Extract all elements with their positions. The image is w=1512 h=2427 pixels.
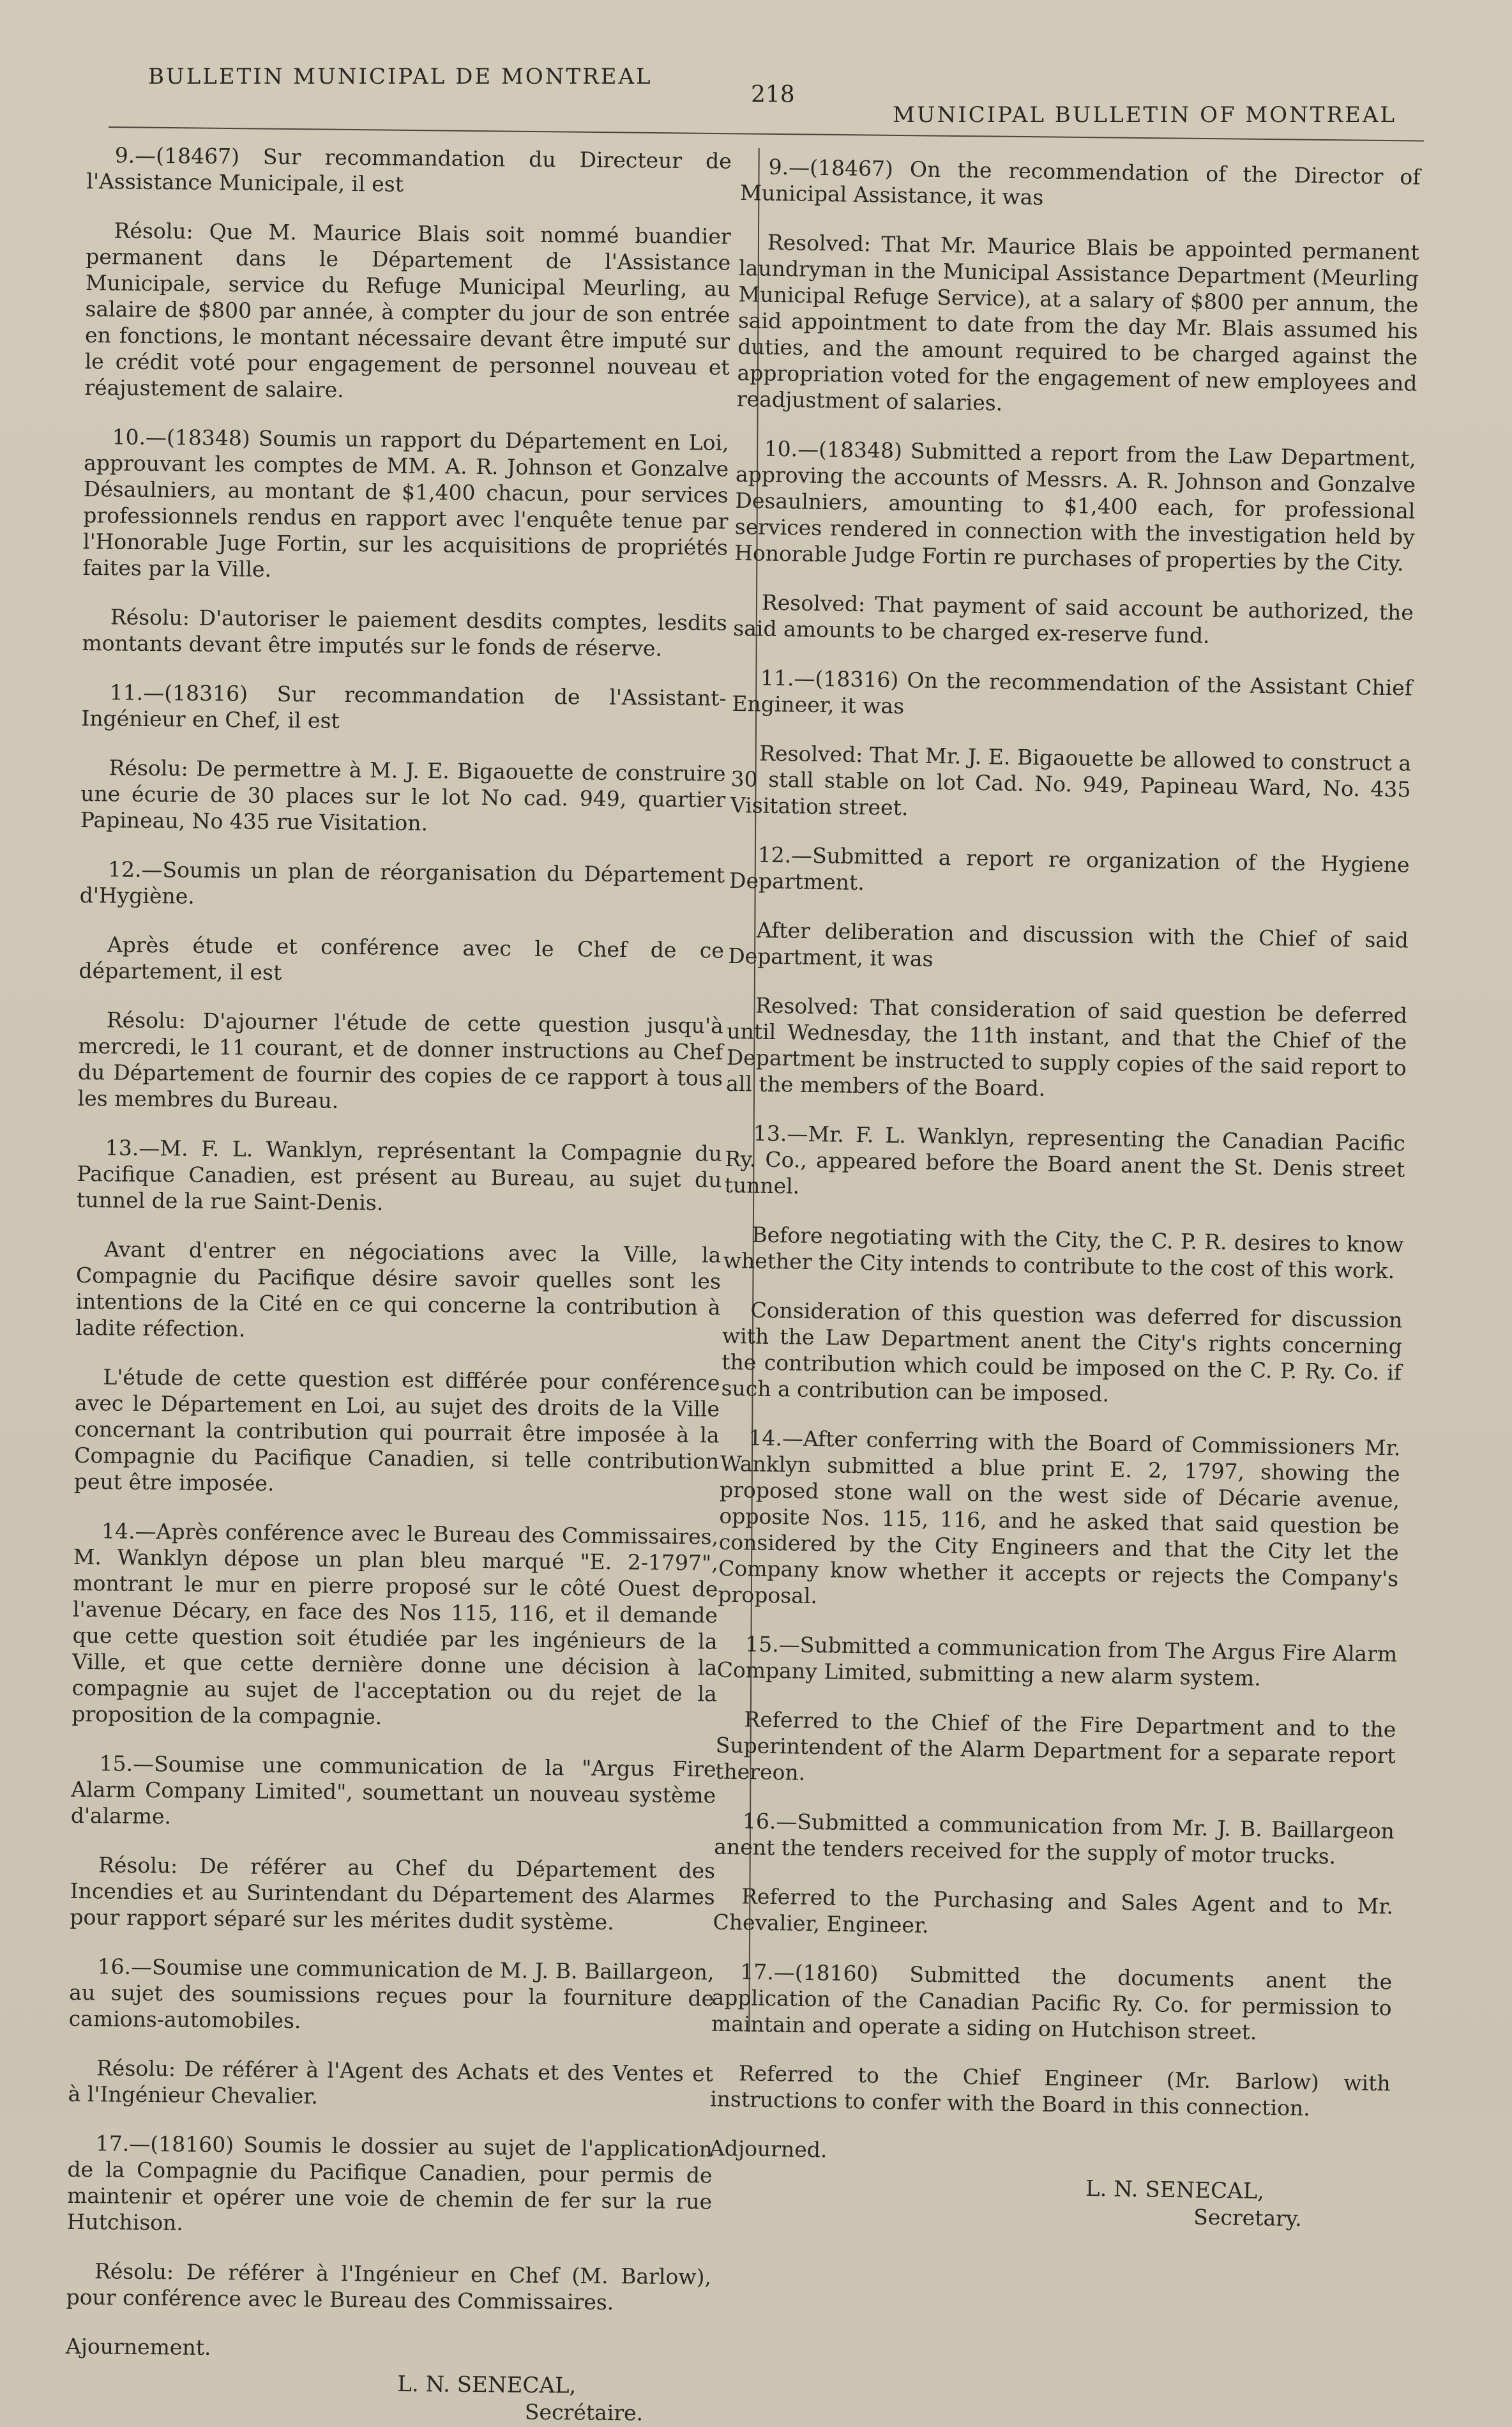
fr-paragraph: Résolu: D'ajourner l'étude de cette question jusqu'à mercredi, le 11 courant, et de donner instructions au Chef du Département de fournir des copies de ce rapport à tous les membres du Bureau. xyxy=(77,1007,723,1113)
fr-paragraph: Résolu: De permettre à M. J. E. Bigaouette de construire une écurie de 30 places sur le lot No cad. 949, quartier Papineau, No 435 rue Visitation. xyxy=(80,755,726,836)
en-adjournment: Adjourned. xyxy=(709,2135,828,2163)
en-paragraph: 16.—Submitted a communication from Mr. J. B. Baillargeon anent the tenders received for the supply of motor trucks. xyxy=(714,1808,1395,1869)
en-paragraph: 11.—(18316) On the recommendation of the Assistant Chief Engineer, it was xyxy=(732,665,1413,719)
fr-signature-name: L. N. SENECAL, xyxy=(397,2371,577,2399)
fr-paragraph: Résolu: D'autoriser le paiement desdits comptes, lesdits montants devant être imputés sur le fonds de réserve. xyxy=(82,604,728,661)
en-paragraph: Referred to the Chief of the Fire Department and to the Superintendent of the Alarm Department for a separate report thereon. xyxy=(714,1707,1396,1785)
en-paragraph: Referred to the Chief Engineer (Mr. Barlow) with instructions to confer with the Board in this connection. xyxy=(709,2060,1391,2121)
fr-paragraph: 13.—M. F. L. Wanklyn, représentant la Compagnie du Pacifique Canadien, est présent au Bureau, au sujet du tunnel de la rue Saint-Denis. xyxy=(76,1135,723,1215)
en-paragraph: After deliberation and discussion with the Chief of said Department, it was xyxy=(727,917,1409,971)
fr-paragraph: 9.—(18467) Sur recommandation du Directeur de l'Assistance Municipale, il est xyxy=(86,142,732,197)
en-paragraph: Before negotiating with the City, the C. P. R. desires to know whether the City intends to contribute to the cost of this work. xyxy=(723,1222,1404,1284)
en-paragraph: 9.—(18467) On the recommendation of the Director of Municipal Assistance, it was xyxy=(739,154,1421,210)
en-paragraph: 17.—(18160) Submitted the documents anent the application of the Canadian Pacific Ry. Co. for permission to maintain and operate a siding on Hutchison street. xyxy=(711,1959,1393,2045)
english-column xyxy=(708,153,1421,2233)
en-paragraph: 15.—Submitted a communication from The Argus Fire Alarm Company Limited, submitting a new alarm system. xyxy=(716,1631,1398,1691)
en-paragraph: Resolved: That consideration of said question be deferred until Wednesday, the 11th instant, and that the Chief of the Department be instructed to supply copies of the said report to all the members of the Board. xyxy=(725,993,1408,1101)
fr-paragraph: Après étude et conférence avec le Chef de ce département, il est xyxy=(79,932,725,985)
en-paragraph: Resolved: That Mr. Maurice Blais be appointed permanent laundryman in the Municipal Assistance Department (Meurling Municipal Refuge Service), at a salary of $800 per annum, the said appointment to date from the day Mr. Blais assumed his duties, and the amount required to be charged against the appropriation voted for the engagement of new employees and readjustment of salaries. xyxy=(736,229,1419,416)
fr-paragraph: Résolu: Que M. Maurice Blais soit nommé buandier permanent dans le Département de l'Assistance Municipale, service du Refuge Municipal Meurling, au salaire de $800 par année, à compter du jour de son entrée en fonctions, le montant nécessaire devant être imputé sur le crédit voté pour engagement de personnel nouveau et réajustement de salaire. xyxy=(84,218,731,402)
fr-paragraph: 16.—Soumise une communication de M. J. B. Baillargeon, au sujet des soumissions reçues pour la fourniture de camions-automobiles. xyxy=(68,1954,714,2034)
en-paragraph: 12.—Submitted a report re organization of the Hygiene Department. xyxy=(729,842,1410,895)
en-signature-name: L. N. SENECAL, xyxy=(1085,2175,1265,2205)
en-paragraph: 13.—Mr. F. L. Wanklyn, representing the Canadian Pacific Ry. Co., appeared before the Board anent the St. Denis street tunnel. xyxy=(724,1120,1406,1199)
en-paragraph: Resolved: That Mr. J. E. Bigaouette be allowed to construct a 30 stall stable on lot Cad. No. 949, Papineau Ward, No. 435 Visitation street. xyxy=(730,740,1412,821)
fr-paragraph: L'étude de cette question est différée pour conférence avec le Département en Loi, au sujet des droits de la Ville concernant la contribution qui pourrait être imposée à la Compagnie du Pacifique Canadien, si telle contribution peut être imposée. xyxy=(73,1364,720,1496)
en-paragraph: 14.—After conferring with the Board of Commissioners Mr. Wanklyn submitted a blue print E. 2, 1797, showing the proposed stone wall on the west side of Décarie avenue, opposite Nos. 115, 116, and he asked that said question be considered by the City Engineers and that the City let the Company know whether it accepts or rejects the Company's proposal. xyxy=(718,1425,1401,1609)
fr-paragraph: Résolu: De référer à l'Ingénieur en Chef (M. Barlow), pour conférence avec le Bureau des Commissaires. xyxy=(66,2258,712,2315)
fr-paragraph: 17.—(18160) Soumis le dossier au sujet de l'application de la Compagnie du Pacifique Canadien, pour permis de maintenir et opérer une voie de chemin de fer sur la rue Hutchison. xyxy=(66,2131,713,2235)
fr-adjournment: Ajournement. xyxy=(65,2333,211,2361)
fr-paragraph: Avant d'entrer en négociations avec la Ville, la Compagnie du Pacifique désire savoir quelles sont les intentions de la Cité en ce qui concerne la contribution à ladite réfection. xyxy=(75,1236,722,1342)
en-paragraph: 10.—(18348) Submitted a report from the Law Department, approving the accounts of Messrs. A. R. Johnson and Gonzalve Desaulniers, amounting to $1,400 each, for professional services rendered in connection with the investigation held by Honorable Judge Fortin re purchases of properties by the City. xyxy=(734,436,1416,576)
fr-paragraph: 11.—(18316) Sur recommandation de l'Assistant-Ingénieur en Chef, il est xyxy=(81,680,727,733)
header-rule xyxy=(109,126,1424,142)
header-english-title: MUNICIPAL BULLETIN OF MONTREAL xyxy=(893,102,1397,128)
en-paragraph: Referred to the Purchasing and Sales Agent and to Mr. Chevalier, Engineer. xyxy=(713,1883,1394,1938)
fr-paragraph: Résolu: De référer au Chef du Département des Incendies et au Surintendant du Département des Alarmes pour rapport séparé sur les mérites dudit système. xyxy=(70,1852,716,1935)
fr-paragraph: 12.—Soumis un plan de réorganisation du Département d'Hygiène. xyxy=(79,856,725,909)
fr-paragraph: 14.—Après conférence avec le Bureau des Commissaires, M. Wanklyn dépose un plan bleu marqué "E. 2-1797", montrant le mur en pierre proposé sur le côté Ouest de l'avenue Décary, en face des Nos 115, 116, et il demande que cette question soit étudiée par les ingénieurs de la Ville, et que cette dernière donne une décision à la compagnie au sujet de l'acceptation ou du rejet de la proposition de la compagnie. xyxy=(72,1518,719,1730)
page-number: 218 xyxy=(751,82,795,108)
en-signature-title: Secretary. xyxy=(1193,2204,1303,2232)
en-paragraph: Resolved: That payment of said account be authorized, the said amounts to be charged ex-reserve fund. xyxy=(733,590,1414,648)
fr-paragraph: 10.—(18348) Soumis un rapport du Département en Loi, approuvant les comptes de MM. A. R. Johnson et Gonzalve Désaulniers, au montant de $1,400 chacun, pour services professionnels rendus en rapport avec l'enquête tenue par l'Honorable Juge Fortin, sur les acquisitions de propriétés faites par la Ville. xyxy=(82,424,729,582)
french-column xyxy=(65,142,732,2427)
header-french-title: BULLETIN MUNICIPAL DE MONTREAL xyxy=(148,64,653,89)
fr-paragraph: 15.—Soumise une communication de la "Argus Fire Alarm Company Limited", soumettant un nouveau système d'alarme. xyxy=(70,1751,716,1829)
fr-paragraph: Résolu: De référer à l'Agent des Achats et des Ventes et à l'Ingénieur Chevalier. xyxy=(68,2055,714,2109)
en-paragraph: Consideration of this question was deferred for discussion with the Law Department anent the City's rights concerning the contribution which could be imposed on the C. P. Ry. Co. if such a contribution can be imposed. xyxy=(721,1297,1403,1407)
fr-signature-title: Secrétaire. xyxy=(524,2399,644,2426)
